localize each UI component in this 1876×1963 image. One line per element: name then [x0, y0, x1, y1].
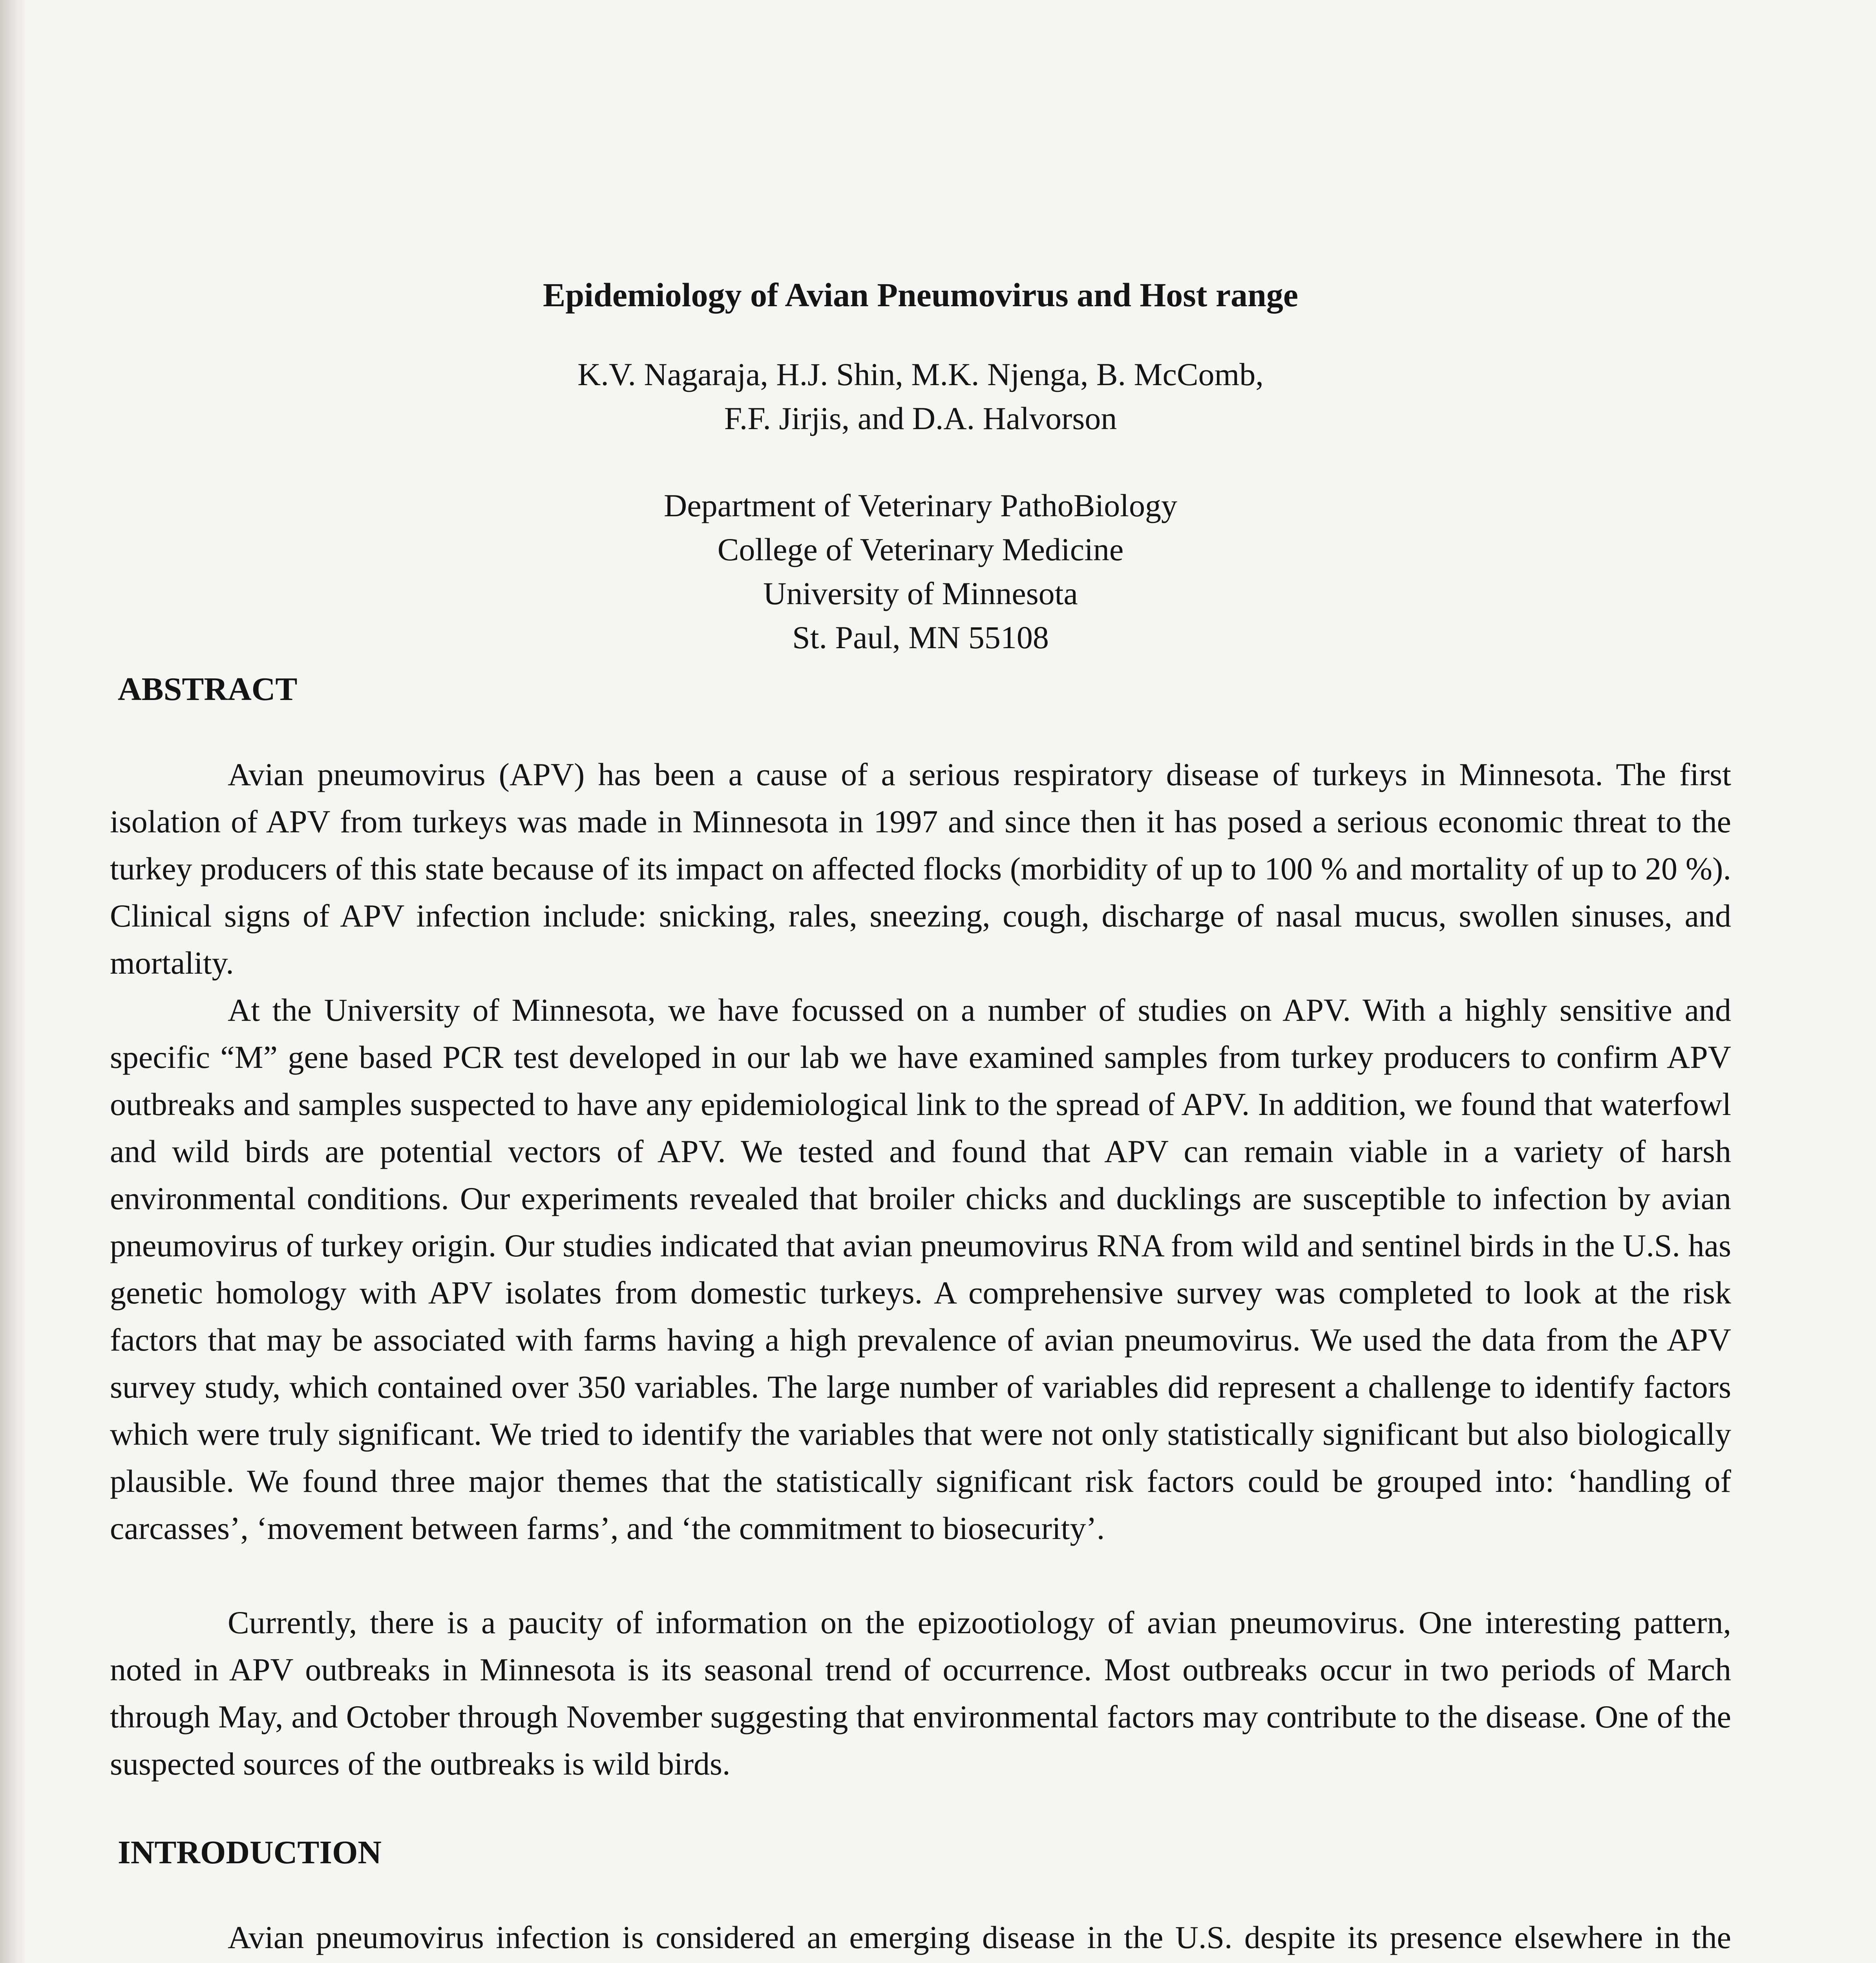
introduction-heading: INTRODUCTION: [118, 1834, 382, 1871]
abstract-heading: ABSTRACT: [118, 671, 298, 708]
paper-page: [110, 275, 1731, 1963]
author-block: [110, 353, 1731, 440]
abstract-paragraph-2: At the University of Minnesota, we have focussed on a number of studies on APV. With a highly sensitive and specific “M” gene based PCR test developed in our lab we have examined samples from turkey producers to confirm APV outbreaks and samples suspected to have any epidemiological link to the spread of APV. In addition, we found that waterfowl and wild birds are potential vectors of APV. We tested and found that APV can remain viable in a variety of harsh environmental conditions. Our experiments revealed that broiler chicks and ducklings are susceptible to infection by avian pneumovirus of turkey origin. Our studies indicated that avian pneumovirus RNA from wild and sentinel birds in the U.S. has genetic homology with APV isolates from domestic turkeys. A comprehensive survey was completed to look at the risk factors that may be associated with farms having a high prevalence of avian pneumovirus. We used the data from the APV survey study, which contained over 350 variables. The large number of variables did represent a challenge to identify factors which were truly significant. We tried to identify the variables that were not only statistically significant but also biologically plausible. We found three major themes that the statistically significant risk factors could be grouped into: ‘handling of carcasses’, ‘movement between farms’, and ‘the commitment to biosecurity’.: [110, 992, 1731, 1546]
introduction-paragraph-1: Avian pneumovirus infection is considered an emerging disease in the U.S. despite its presence elsewhere in the: [228, 1919, 1731, 1955]
affiliation-university: University of Minnesota: [763, 576, 1078, 612]
abstract-paragraph-3: Currently, there is a paucity of information on the epizootiology of avian pneumovirus. One interesting pattern, noted in APV outbreaks in Minnesota is its seasonal trend of occurrence. Most outbreaks occur in two periods of March through May, and October through November suggesting that environmental factors may contribute to the disease. One of the suspected sources of the outbreaks is wild birds.: [110, 1604, 1731, 1782]
scan-edge-shadow: [0, 0, 27, 1963]
authors-line-1: K.V. Nagaraja, H.J. Shin, M.K. Njenga, B. McComb,: [577, 356, 1264, 393]
affiliation-college: College of Veterinary Medicine: [717, 532, 1124, 568]
authors-line-2: F.F. Jirjis, and D.A. Halvorson: [724, 400, 1117, 437]
affiliation-city: St. Paul, MN 55108: [792, 620, 1049, 656]
affiliation-block: [110, 484, 1731, 660]
paper-title: Epidemiology of Avian Pneumovirus and Host range: [543, 276, 1299, 314]
abstract-paragraph-1: Avian pneumovirus (APV) has been a cause of a serious respiratory disease of turkeys in Minnesota. The first isolation of APV from turkeys was made in Minnesota in 1997 and since then it has posed a serious economic threat to the turkey producers of this state because of its impact on affected flocks (morbidity of up to 100 % and mortality of up to 20 %). Clinical signs of APV infection include: snicking, rales, sneezing, cough, discharge of nasal mucus, swollen sinuses, and mortality.: [110, 756, 1731, 981]
affiliation-department: Department of Veterinary PathoBiology: [664, 488, 1177, 524]
